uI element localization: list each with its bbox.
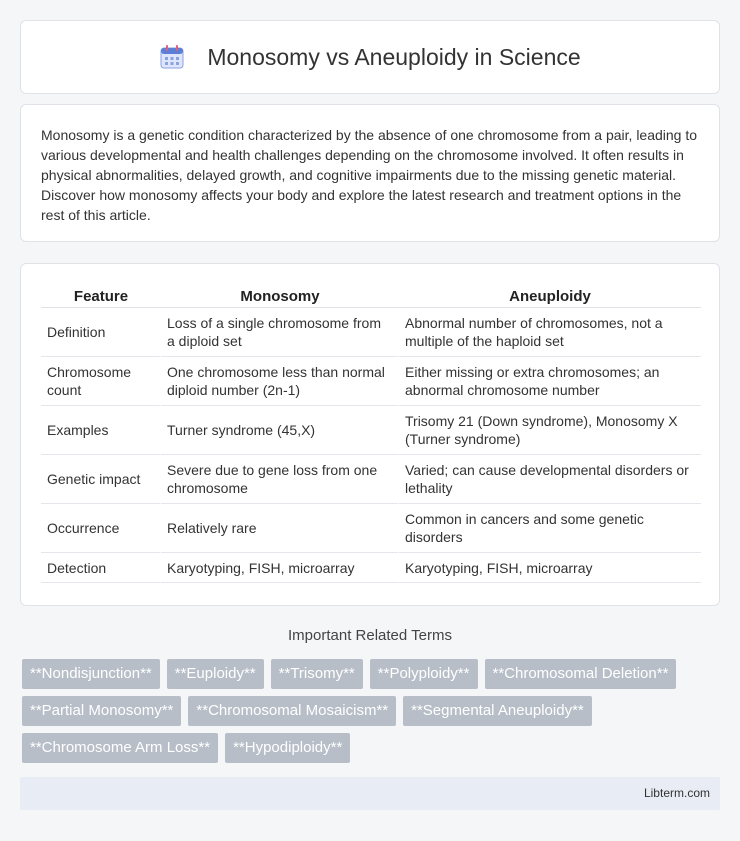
term-tag[interactable]: **Segmental Aneuploidy**	[403, 696, 592, 726]
term-tag[interactable]: **Hypodiploidy**	[225, 733, 350, 763]
term-tag[interactable]: **Polyploidy**	[370, 659, 478, 689]
table-row	[41, 406, 701, 455]
term-tag[interactable]: **Partial Monosomy**	[22, 696, 181, 726]
term-tag[interactable]: **Chromosome Arm Loss**	[22, 733, 218, 763]
header-feature: Feature	[41, 284, 161, 308]
table-cell: Karyotyping, FISH, microarray	[161, 553, 399, 583]
term-tag[interactable]: **Trisomy**	[271, 659, 363, 689]
footer	[20, 777, 720, 810]
table-cell: Varied; can cause developmental disorders or lethality	[399, 455, 701, 504]
calendar-icon	[159, 44, 185, 70]
table-cell: Turner syndrome (45,X)	[161, 406, 399, 455]
table-cell: Relatively rare	[161, 504, 399, 553]
table-cell: Karyotyping, FISH, microarray	[399, 553, 701, 583]
table-header-row	[41, 284, 701, 308]
table-cell: Common in cancers and some genetic disorders	[399, 504, 701, 553]
table-cell: Severe due to gene loss from one chromosome	[161, 455, 399, 504]
table-cell: Trisomy 21 (Down syndrome), Monosomy X (Turner syndrome)	[399, 406, 701, 455]
table-cell: Genetic impact	[41, 455, 161, 504]
table-row	[41, 455, 701, 504]
intro-card	[20, 104, 720, 242]
table-row	[41, 504, 701, 553]
header-card	[20, 20, 720, 94]
table-cell: Definition	[41, 308, 161, 357]
related-terms-list	[22, 659, 722, 763]
table-cell: Abnormal number of chromosomes, not a multiple of the haploid set	[399, 308, 701, 357]
page-title: Monosomy vs Aneuploidy in Science	[207, 43, 581, 70]
header-monosomy: Monosomy	[161, 284, 399, 308]
footer-site-link[interactable]: Libterm.com	[643, 786, 710, 800]
table-cell: Detection	[41, 553, 161, 583]
term-tag[interactable]: **Nondisjunction**	[22, 659, 160, 689]
table-cell: Either missing or extra chromosomes; an abnormal chromosome number	[399, 357, 701, 406]
table-cell: Examples	[41, 406, 161, 455]
table-cell: Loss of a single chromosome from a diploid set	[161, 308, 399, 357]
related-terms-title: Important Related Terms	[288, 627, 452, 644]
term-tag[interactable]: **Chromosomal Mosaicism**	[188, 696, 396, 726]
table-row	[41, 308, 701, 357]
table-cell: Occurrence	[41, 504, 161, 553]
header-aneuploidy: Aneuploidy	[399, 284, 701, 308]
intro-paragraph: Monosomy is a genetic condition characterized by the absence of one chromosome from a pair, leading to various developmental and health challenges depending on the chromosome involved. It often results in physical abnormalities, delayed growth, and cognitive impairments due to the missing genetic material. Discover how monosomy affects your body and explore the latest research and treatment options in the rest of this article.	[41, 127, 698, 223]
table-cell: Chromosome count	[41, 357, 161, 406]
comparison-card	[20, 263, 720, 606]
table-row	[41, 553, 701, 583]
table-cell: One chromosome less than normal diploid number (2n-1)	[161, 357, 399, 406]
table-row	[41, 357, 701, 406]
comparison-table	[41, 284, 701, 583]
term-tag[interactable]: **Euploidy**	[167, 659, 264, 689]
term-tag[interactable]: **Chromosomal Deletion**	[485, 659, 677, 689]
